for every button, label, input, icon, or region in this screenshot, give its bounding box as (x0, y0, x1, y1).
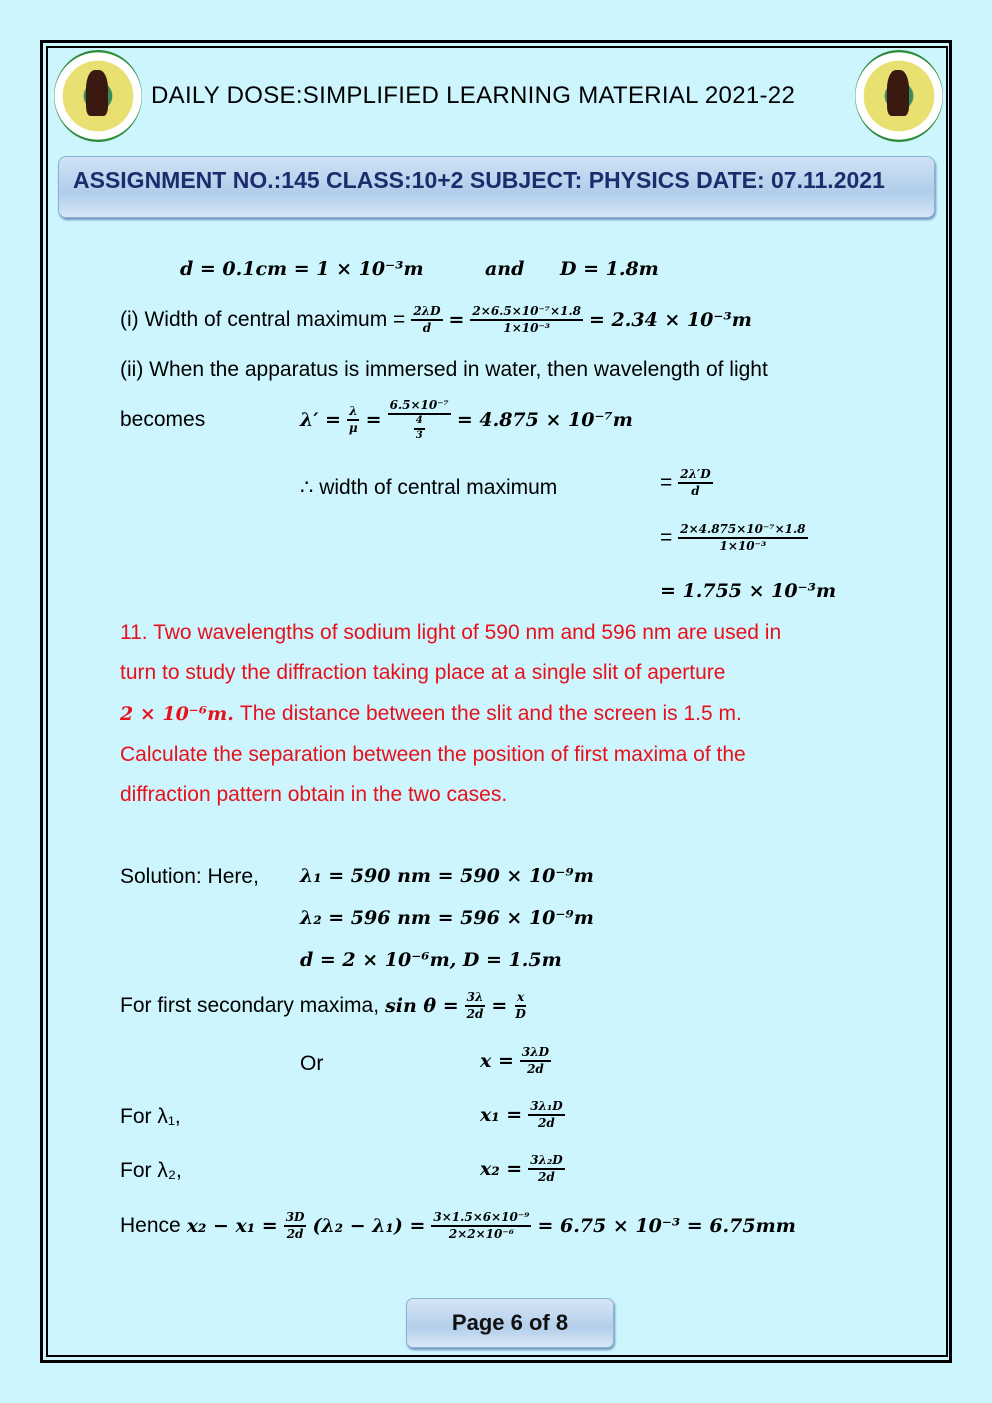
x2-formula (480, 1153, 565, 1185)
equals: = (660, 526, 673, 549)
question-line (120, 702, 742, 726)
numerator: 3λ₁D (528, 1099, 564, 1116)
numerator: 4 (414, 415, 425, 430)
assignment-info: ASSIGNMENT NO.:145 CLASS:10+2 SUBJECT: PHYSICS DATE: 07.11.2021 (73, 167, 885, 193)
numerator: 3λ₂D (528, 1153, 564, 1170)
fraction (520, 1045, 551, 1077)
fraction (388, 398, 451, 442)
equals: = (365, 409, 382, 431)
secondary-maxima-line (120, 990, 528, 1022)
part2-text: (ii) When the apparatus is immersed in water, then wavelength of light (120, 358, 768, 381)
for-lambda1: For λ₁, (120, 1105, 181, 1128)
x1-formula (480, 1099, 565, 1131)
equals: = (448, 309, 465, 331)
question-text: The distance between the slit and the screen is 1.5 m. (239, 702, 742, 725)
question-line: diffraction pattern obtain in the two cases. (120, 783, 508, 806)
assignment-banner (58, 156, 935, 218)
given-D: D = 1.8m (560, 258, 659, 280)
part1-result: = 2.34 × 10⁻³m (588, 309, 752, 331)
denominator: 2d (538, 1116, 555, 1130)
lambda-prime-line (300, 398, 633, 442)
part1-label: (i) Width of central maximum = (120, 308, 406, 331)
denominator: 2×2×10⁻⁶ (448, 1227, 514, 1241)
numerator: λ (347, 404, 359, 421)
denominator: d (691, 484, 700, 498)
fraction (284, 1210, 307, 1242)
fraction (528, 1153, 564, 1185)
lhs: x₂ = (480, 1158, 523, 1180)
denominator: D (515, 1007, 526, 1021)
fraction (678, 467, 712, 499)
fraction (528, 1099, 564, 1131)
width-result: = 1.755 × 10⁻³m (660, 580, 837, 602)
label: For first secondary maxima, (120, 994, 380, 1017)
fraction (513, 990, 527, 1022)
question-line: 11. Two wavelengths of sodium light of 590 nm and 596 nm are used in (120, 621, 782, 644)
lambda2-given: λ₂ = 596 nm = 596 × 10⁻⁹m (300, 907, 594, 929)
document-title: DAILY DOSE:SIMPLIFIED LEARNING MATERIAL 2021-22 (151, 82, 796, 109)
becomes-label: becomes (120, 408, 206, 431)
sin-theta: sin θ = (385, 995, 459, 1017)
therefore-label: ∴ width of central maximum (300, 476, 558, 499)
fraction (347, 404, 360, 436)
numerator: 2λ′D (678, 467, 712, 484)
numerator: 3λD (520, 1045, 551, 1062)
lambda1-given: λ₁ = 590 nm = 590 × 10⁻⁹m (300, 865, 594, 887)
solution-label: Solution: Here, (120, 865, 259, 888)
width-step2 (660, 522, 808, 554)
denominator: 2d (538, 1170, 555, 1184)
denominator: 2d (527, 1062, 544, 1076)
denominator: 1×10⁻³ (719, 539, 767, 553)
question-math: 2 × 10⁻⁶m. (120, 703, 234, 725)
denominator: 2d (466, 1007, 484, 1021)
fraction (411, 304, 442, 336)
denominator: μ (348, 421, 358, 435)
fraction (678, 522, 807, 554)
width-step1 (660, 467, 713, 499)
numerator: 2λD (411, 304, 442, 321)
denominator: d (422, 321, 432, 335)
or-label: Or (300, 1052, 324, 1075)
given-and: and (485, 258, 525, 280)
fraction (465, 990, 486, 1022)
lambda-prime-result: = 4.875 × 10⁻⁷m (456, 409, 633, 431)
hence-label: Hence (120, 1214, 181, 1237)
x-formula (480, 1045, 551, 1077)
numerator: 2×4.875×10⁻⁷×1.8 (678, 522, 807, 539)
lhs: λ′ = (300, 409, 341, 431)
denominator (412, 415, 427, 442)
equals: = (660, 471, 673, 494)
numerator: 3λ (465, 990, 486, 1007)
page-indicator (406, 1298, 614, 1348)
numerator: 3×1.5×6×10⁻⁹ (431, 1210, 531, 1227)
fraction (470, 304, 583, 336)
question-line: turn to study the diffraction taking place at a single slit of aperture (120, 661, 726, 684)
given-d: d = 0.1cm = 1 × 10⁻³m (180, 258, 424, 280)
question-line: Calculate the separation between the position of first maxima of the (120, 743, 746, 766)
denominator: 1×10⁻³ (503, 321, 551, 335)
numerator: 6.5×10⁻⁷ (388, 398, 451, 415)
for-lambda2: For λ₂, (120, 1159, 182, 1182)
hence-line (120, 1210, 796, 1242)
denominator: 2d (286, 1227, 304, 1241)
equals: = (491, 995, 508, 1017)
fraction (431, 1210, 531, 1242)
lhs: x₁ = (480, 1104, 523, 1126)
part1-line (120, 304, 752, 336)
denominator: 3 (415, 429, 423, 441)
numerator: 2×6.5×10⁻⁷×1.8 (470, 304, 583, 321)
middle: (λ₂ − λ₁) = (312, 1215, 426, 1237)
school-logo-right (855, 50, 943, 142)
slit-given: d = 2 × 10⁻⁶m, D = 1.5m (300, 949, 562, 971)
lhs: x₂ − x₁ = (186, 1215, 278, 1237)
final-result: = 6.75 × 10⁻³ = 6.75mm (537, 1215, 796, 1237)
page-number: Page 6 of 8 (451, 1310, 569, 1335)
lhs: x = (480, 1050, 514, 1072)
numerator: x (515, 990, 526, 1007)
school-logo-left (54, 50, 142, 142)
numerator: 3D (284, 1210, 307, 1227)
